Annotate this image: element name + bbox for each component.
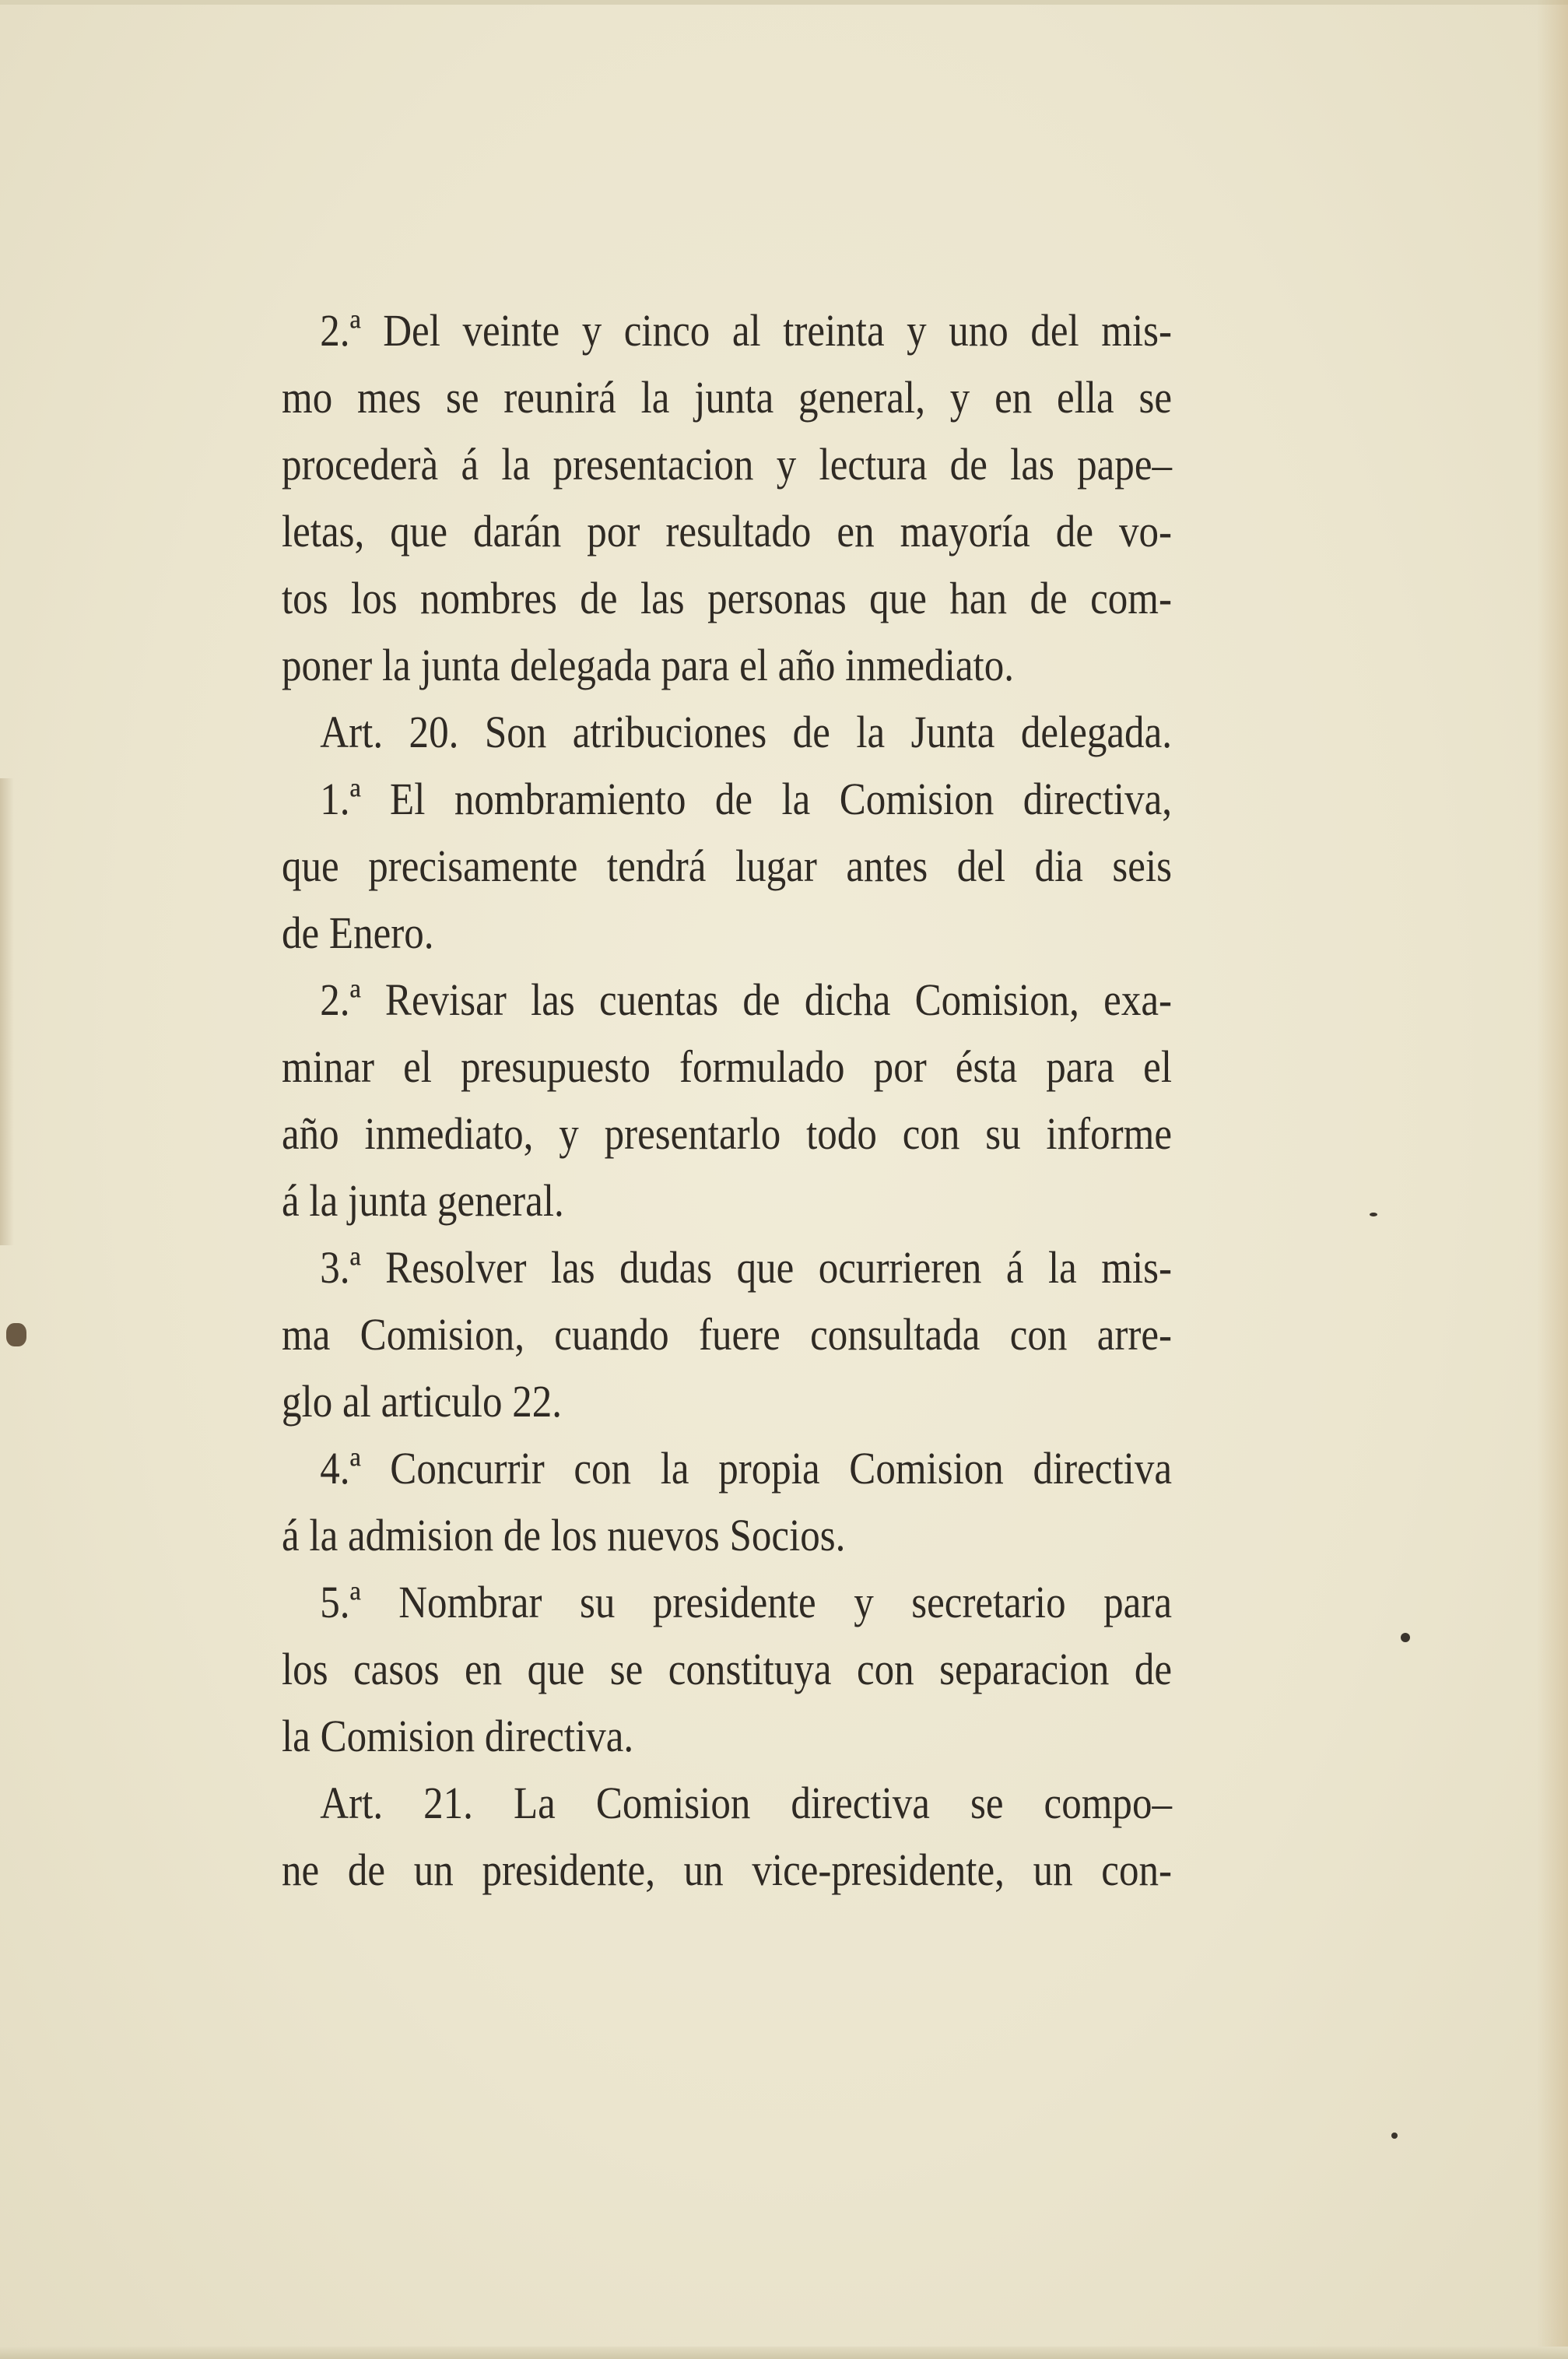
ink-blot: [6, 1323, 26, 1346]
text-line: procederà á la presentacion y lectura de las pape–: [282, 439, 1172, 490]
text-line: 3.ª Resolver las dudas que ocurrieren á la mis-: [320, 1242, 1172, 1293]
ink-speck: [1370, 1213, 1377, 1216]
text-line: tos los nombres de las personas que han de com-: [282, 573, 1172, 623]
text-line: á la junta general.: [282, 1175, 564, 1226]
ink-speck: [1391, 2133, 1398, 2139]
text-line: los casos en que se constituya con separacion de: [282, 1644, 1172, 1694]
text-line: año inmediato, y presentarlo todo con su informe: [282, 1108, 1172, 1159]
page-right-edge-stain: [1537, 0, 1568, 2359]
text-line: minar el presupuesto formulado por ésta para el: [282, 1041, 1172, 1092]
text-line: poner la junta delegada para el año inmediato.: [282, 640, 1015, 690]
ink-speck: [1401, 1633, 1410, 1642]
text-line: la Comision directiva.: [282, 1711, 634, 1761]
text-line: 5.ª Nombrar su presidente y secretario para: [320, 1577, 1172, 1627]
text-line: 1.ª El nombramiento de la Comision directiva,: [320, 774, 1172, 824]
article-heading-line: Art. 20. Son atribuciones de la Junta delegada.: [320, 707, 1172, 757]
text-line: mo mes se reunirá la junta general, y en ella se: [282, 372, 1172, 423]
text-line: ma Comision, cuando fuere consultada con arre-: [282, 1309, 1172, 1360]
text-line: letas, que darán por resultado en mayoría de vo-: [282, 506, 1172, 556]
page-left-edge-stain: [0, 778, 14, 1245]
article-heading-line: Art. 21. La Comision directiva se compo–: [320, 1778, 1172, 1828]
text-line: 2.ª Del veinte y cinco al treinta y uno del mis-: [320, 305, 1172, 356]
text-line: á la admision de los nuevos Socios.: [282, 1510, 846, 1560]
text-line: glo al articulo 22.: [282, 1376, 563, 1427]
text-line: que precisamente tendrá lugar antes del dia seis: [282, 841, 1172, 891]
text-line: 2.ª Revisar las cuentas de dicha Comision, exa-: [320, 974, 1172, 1025]
text-line: ne de un presidente, un vice-presidente, un con-: [282, 1845, 1172, 1895]
page-top-edge: [0, 0, 1568, 5]
page-bottom-edge: [0, 2347, 1568, 2359]
text-line: de Enero.: [282, 907, 434, 958]
text-line: 4.ª Concurrir con la propia Comision directiva: [320, 1443, 1172, 1494]
